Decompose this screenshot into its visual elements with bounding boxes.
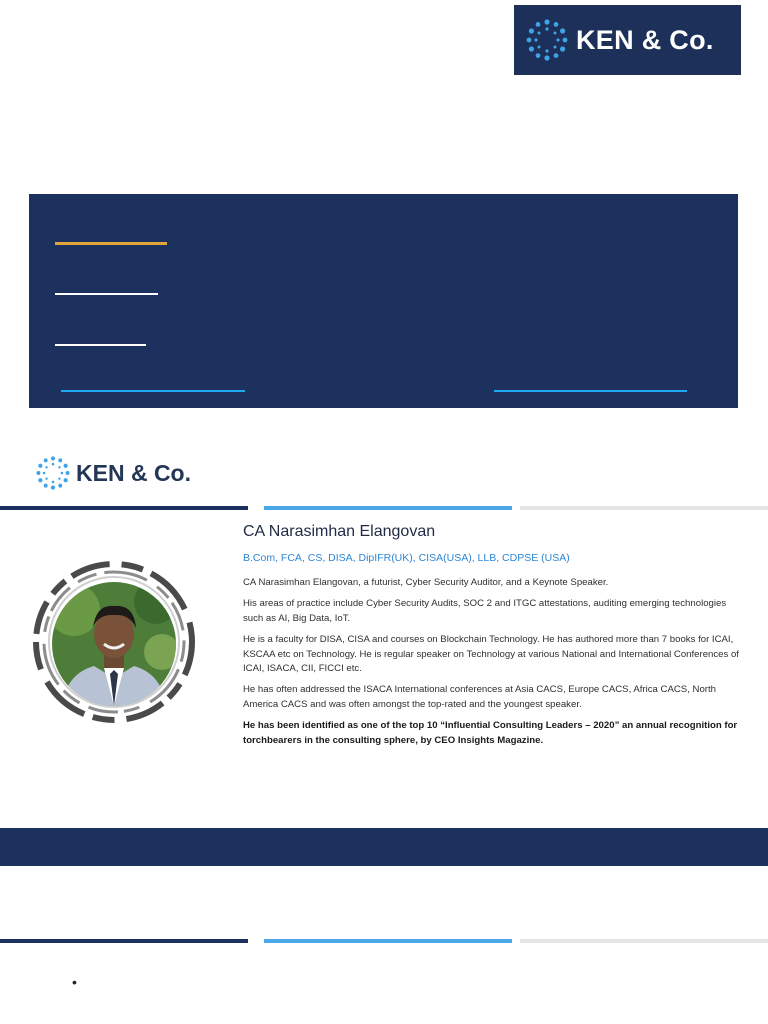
divider-segment-gray	[520, 506, 768, 510]
profile-name: CA Narasimhan Elangovan	[243, 523, 436, 540]
section-logo[interactable]	[36, 456, 191, 490]
profile-avatar	[30, 560, 198, 725]
bio-paragraph: CA Narasimhan Elangovan, a futurist, Cyber Security Auditor, and a Keynote Speaker.	[243, 577, 609, 588]
footer-band	[0, 828, 768, 866]
profile-photo	[52, 582, 176, 706]
dotted-circle-logo-icon	[36, 456, 70, 490]
list-bullet: •	[72, 974, 77, 990]
white-accent-line-2	[55, 344, 146, 346]
section-divider-top	[0, 506, 768, 510]
bio-paragraph: He is a faculty for DISA, CISA and courses on Blockchain Technology. He has authored more than 7 books for ICAI, KSCAA etc on Technology. He is regular speaker on Technology at various National and International Conferences of ICAI, ISACA, CII, FICCI etc.	[243, 634, 739, 674]
divider-segment-gray	[520, 939, 768, 943]
bio-paragraph: He has often addressed the ISACA International conferences at Asia CACS, Europe CACS, Africa CACS, North America CACS and was often amongst the top-rated and the youngest speaker.	[243, 684, 717, 710]
logo-text: KEN & Co.	[576, 24, 714, 55]
profile-section	[243, 523, 743, 755]
header-logo[interactable]	[514, 5, 741, 75]
bio-paragraph: His areas of practice include Cyber Security Audits, SOC 2 and ITGC attestations, auditing emerging technologies such as AI, Big Data, IoT.	[243, 598, 727, 624]
section-divider-bottom	[0, 939, 768, 943]
gold-accent-line	[55, 242, 167, 245]
cyan-accent-line-left	[61, 390, 245, 392]
logo-text: KEN & Co.	[76, 459, 191, 486]
hero-banner	[29, 194, 738, 408]
bio-highlight: He has been identified as one of the top 10 “Influential Consulting Leaders – 2020” an annual recognition for torchbearers in the consulting sphere, by CEO Insights Magazine.	[243, 720, 738, 746]
cyan-accent-line-right	[494, 390, 687, 392]
divider-segment-blue	[264, 939, 512, 943]
divider-segment-navy	[0, 506, 248, 510]
divider-segment-navy	[0, 939, 248, 943]
profile-qualifications: B.Com, FCA, CS, DISA, DipIFR(UK), CISA(USA), LLB, CDPSE (USA)	[243, 552, 570, 564]
divider-segment-blue	[264, 506, 512, 510]
white-accent-line-1	[55, 293, 158, 295]
dotted-circle-logo-icon	[526, 19, 568, 61]
